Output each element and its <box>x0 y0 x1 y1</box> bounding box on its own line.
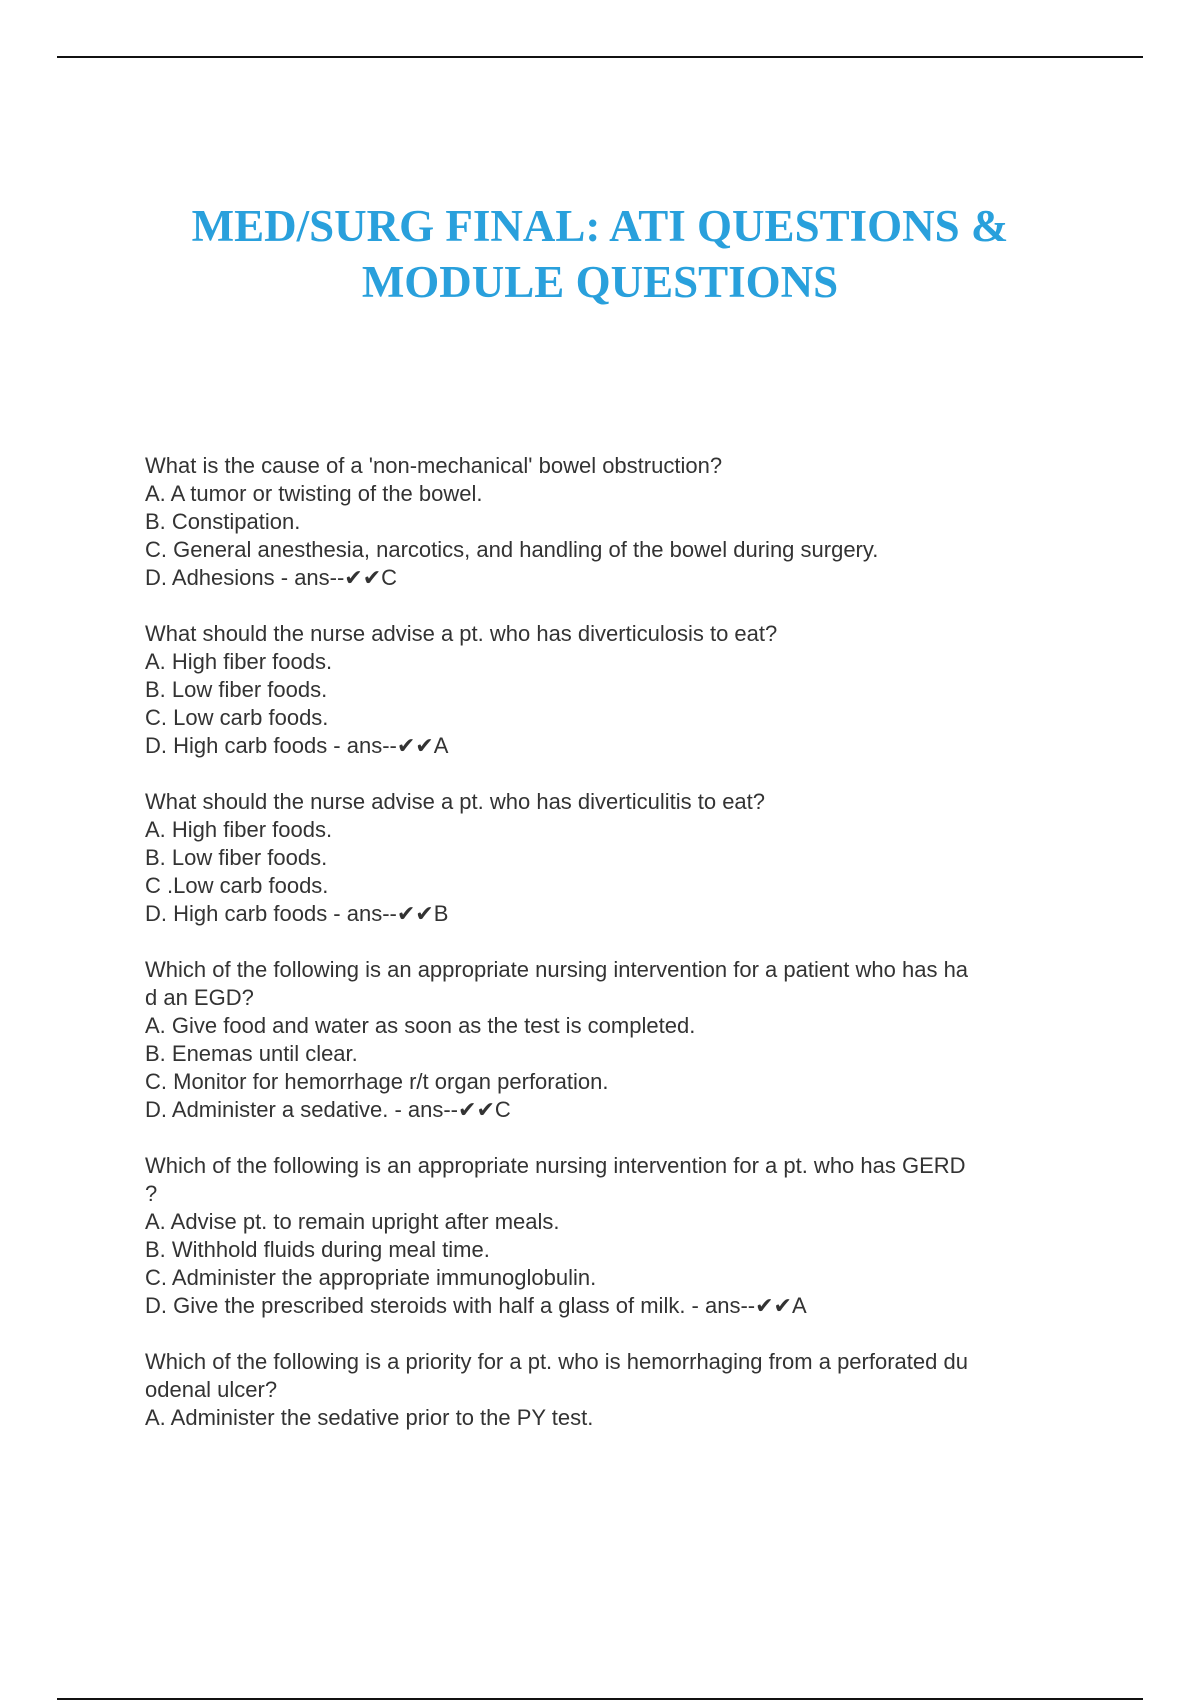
question-text: Which of the following is an appropriate nursing intervention for a pt. who has GERD <box>145 1153 966 1178</box>
answer-option: A. High fiber foods. <box>145 649 333 674</box>
answer-option: D. Adhesions - ans--✔✔C <box>145 565 398 590</box>
answer-option: C. Low carb foods. <box>145 705 329 730</box>
question-list <box>145 452 1090 1460</box>
question-block <box>145 620 1090 760</box>
answer-option: B. Constipation. <box>145 509 301 534</box>
answer-option: B. Low fiber foods. <box>145 677 328 702</box>
top-rule <box>57 56 1143 58</box>
question-text-continued: odenal ulcer? <box>145 1377 278 1402</box>
title-line-1: MED/SURG FINAL: ATI QUESTIONS & <box>191 201 1009 251</box>
answer-option: D. Give the prescribed steroids with half a glass of milk. - ans--✔✔A <box>145 1293 807 1318</box>
question-text-continued: ? <box>145 1181 158 1206</box>
title-line-2: MODULE QUESTIONS <box>361 257 839 307</box>
question-text: Which of the following is an appropriate nursing intervention for a patient who has ha <box>145 957 969 982</box>
question-block <box>145 956 1090 1124</box>
answer-option: C. Administer the appropriate immunoglobulin. <box>145 1265 597 1290</box>
answer-option: D. High carb foods - ans--✔✔B <box>145 901 449 926</box>
question-block <box>145 788 1090 928</box>
answer-option: A. Give food and water as soon as the test is completed. <box>145 1013 696 1038</box>
question-block <box>145 1348 1090 1432</box>
answer-option: A. High fiber foods. <box>145 817 333 842</box>
question-text-continued: d an EGD? <box>145 985 254 1010</box>
answer-option: C .Low carb foods. <box>145 873 329 898</box>
document-title <box>0 198 1200 310</box>
answer-option: B. Low fiber foods. <box>145 845 328 870</box>
answer-option: D. High carb foods - ans--✔✔A <box>145 733 449 758</box>
answer-option: C. General anesthesia, narcotics, and handling of the bowel during surgery. <box>145 537 879 562</box>
question-text: What should the nurse advise a pt. who has diverticulosis to eat? <box>145 621 778 646</box>
question-text: What should the nurse advise a pt. who has diverticulitis to eat? <box>145 789 766 814</box>
answer-option: D. Administer a sedative. - ans--✔✔C <box>145 1097 511 1122</box>
answer-option: B. Enemas until clear. <box>145 1041 358 1066</box>
question-block <box>145 452 1090 592</box>
answer-option: A. Advise pt. to remain upright after meals. <box>145 1209 560 1234</box>
answer-option: B. Withhold fluids during meal time. <box>145 1237 490 1262</box>
question-text: Which of the following is a priority for a pt. who is hemorrhaging from a perforated du <box>145 1349 968 1374</box>
question-text: What is the cause of a 'non-mechanical' bowel obstruction? <box>145 453 723 478</box>
answer-option: C. Monitor for hemorrhage r/t organ perforation. <box>145 1069 609 1094</box>
answer-option: A. A tumor or twisting of the bowel. <box>145 481 483 506</box>
answer-option: A. Administer the sedative prior to the PY test. <box>145 1405 594 1430</box>
question-block <box>145 1152 1090 1320</box>
